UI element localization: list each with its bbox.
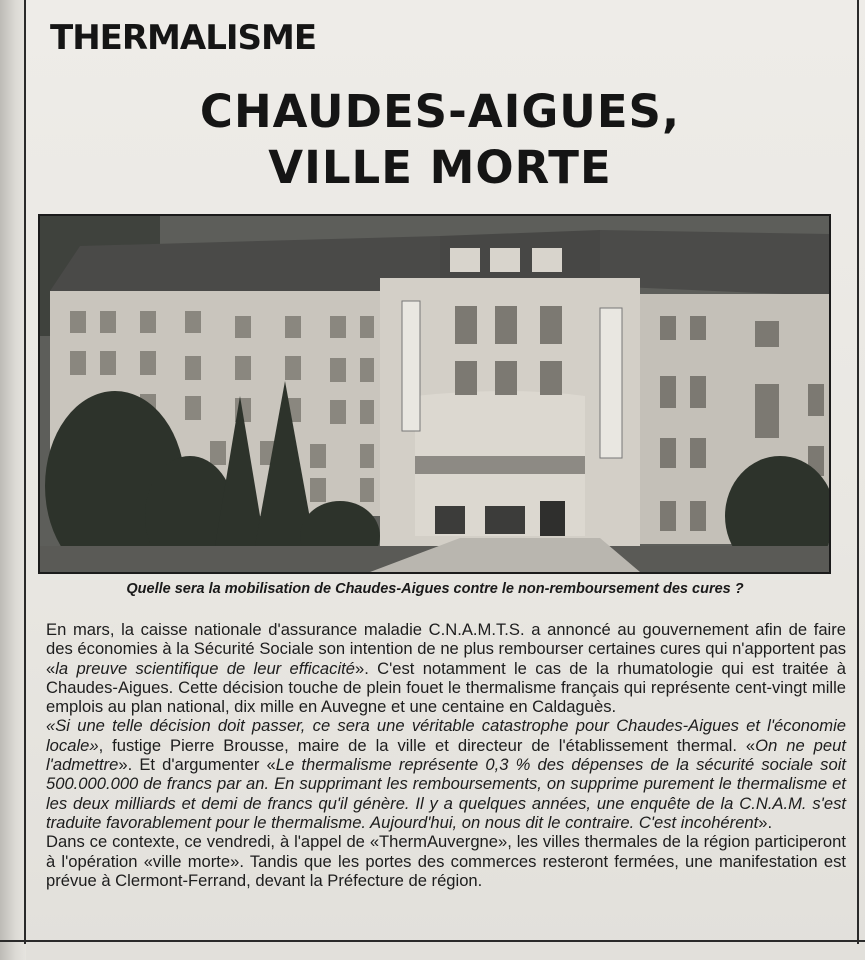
paragraph-1 [46,620,846,716]
column-rule-left [24,0,26,944]
article-body [46,620,846,890]
headline-line-2: VILLE MORTE [268,141,612,194]
headline [60,84,820,196]
quote-run: «Si une telle décision doit passer, ce sera une véritable catastrophe pour Chaudes-Aigues et l'économie locale» [46,716,846,755]
paragraph-2 [46,716,846,832]
photo-caption: Quelle sera la mobilisation de Chaudes-Aigues contre le non-remboursement des cures ? [126,581,744,597]
text-run: ». Et d'argumenter « [118,755,276,775]
text-run: En mars, la caisse nationale d'assurance maladie C.N.A.M.T.S. a annoncé au gouvernement afin de faire des économies à la Sécurité Sociale son intention de ne plus rembourser certaines cures qui n'apportent pas « [46,620,846,678]
quote-run: Le thermalisme représente 0,3 % des dépenses de la sécurité sociale soit 500.000.000 de francs par an. En supprimant les remboursements, on supprime purement le thermalisme et les deux milliards et demi de francs qu'il génère. Il y a quelques années, une enquête de la C.N.A.M. s'est traduite favorablement pour le thermalisme. Aujourd'hui, on nous dit le contraire. C'est incohérent [46,755,846,832]
paragraph-3 [46,832,846,890]
section-kicker: THERMALISME [50,18,317,58]
quote-run: la preuve scientifique de leur efficacité [55,658,355,678]
text-run: ». C'est notamment le cas de la rhumatologie qui est traitée à Chaudes-Aigues. Cette décision touche de plein fouet le thermalisme français qui représente cent-vingt mille emplois au plan national, dix mille en Auvegne et une centaine en Caldaguès. [46,658,846,717]
text-run: , fustige Pierre Brousse, maire de la ville et directeur de l'établissement thermal. « [98,735,756,755]
headline-line-1: CHAUDES-AIGUES, [199,85,681,138]
column-rule-right [857,0,859,944]
text-run: Dans ce contexte, ce vendredi, à l'appel de «ThermAuvergne», les villes thermales de la région participeront à l'opération «ville morte». Tandis que les portes des commerces resteront fermées, une manifestation est prévue à Clermont-Ferrand, devant la Préfecture de région. [46,832,846,890]
column-rule-bottom [0,940,865,942]
article-photo [38,214,831,574]
thermal-building-illustration [40,216,829,572]
page-edge-shadow [0,0,26,960]
quote-run: On ne peut l'admettre [46,735,846,775]
text-run: ». [758,812,773,832]
